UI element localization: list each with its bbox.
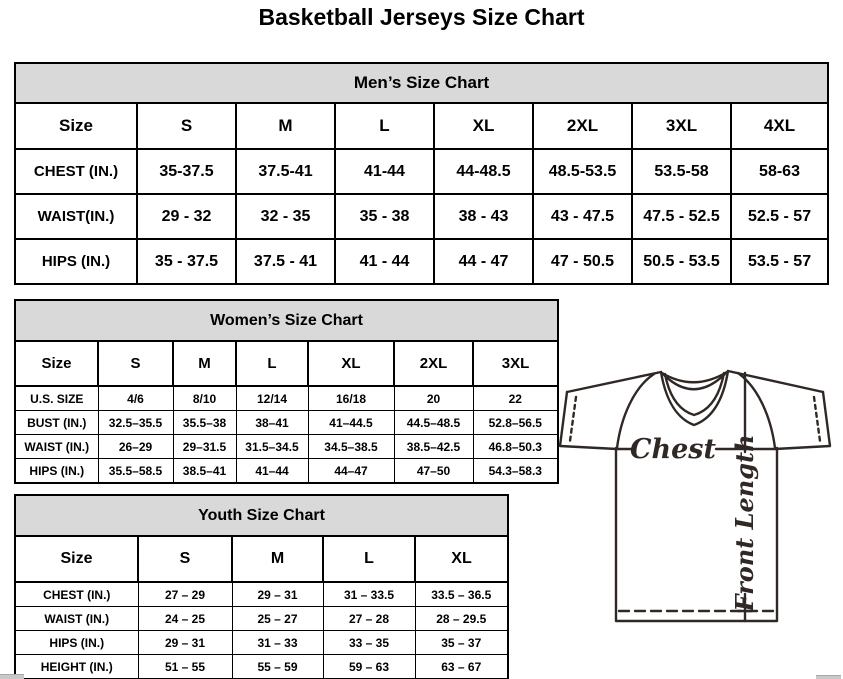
women-size-value-cell: 35.5–38 <box>173 411 236 435</box>
men-size-value-cell: 43 - 47.5 <box>533 194 632 239</box>
women-size-value-cell: 44–47 <box>308 459 394 484</box>
women-chart-title: Women’s Size Chart <box>15 300 558 341</box>
women-size-value-cell: 26–29 <box>98 435 173 459</box>
youth-column-header: M <box>232 536 323 582</box>
women-size-value-cell: 44.5–48.5 <box>394 411 473 435</box>
women-size-value-cell: 20 <box>394 386 473 411</box>
youth-row-label: WAIST (IN.) <box>15 607 138 631</box>
men-size-value-cell: 41 - 44 <box>335 239 434 284</box>
youth-size-value-cell: 25 – 27 <box>232 607 323 631</box>
women-column-header: S <box>98 341 173 386</box>
jersey-right-cuff-dashed-line <box>814 397 820 441</box>
youth-row-label: HEIGHT (IN.) <box>15 655 138 679</box>
women-size-value-cell: 41–44 <box>236 459 308 484</box>
women-size-value-cell: 4/6 <box>98 386 173 411</box>
youth-row-label: HIPS (IN.) <box>15 631 138 655</box>
youth-row-label: CHEST (IN.) <box>15 582 138 607</box>
youth-size-value-cell: 29 – 31 <box>138 631 232 655</box>
women-table-row <box>15 435 558 459</box>
men-size-value-cell: 44-48.5 <box>434 149 533 194</box>
men-size-value-cell: 41-44 <box>335 149 434 194</box>
men-column-header: XL <box>434 103 533 149</box>
page-title: Basketball Jerseys Size Chart <box>258 4 585 30</box>
men-table-row <box>15 239 828 284</box>
women-column-header: 3XL <box>473 341 558 386</box>
youth-size-value-cell: 33 – 35 <box>323 631 415 655</box>
men-column-header: 2XL <box>533 103 632 149</box>
jersey-left-cuff-dashed-line <box>570 397 576 441</box>
women-column-header: M <box>173 341 236 386</box>
womens-size-chart-table <box>14 299 559 484</box>
jersey-left-sleeve <box>560 392 617 449</box>
women-size-value-cell: 31.5–34.5 <box>236 435 308 459</box>
women-size-value-cell: 34.5–38.5 <box>308 435 394 459</box>
women-column-header: 2XL <box>394 341 473 386</box>
women-size-value-cell: 46.8–50.3 <box>473 435 558 459</box>
men-column-header: M <box>236 103 335 149</box>
women-column-header: Size <box>15 341 98 386</box>
men-size-value-cell: 58-63 <box>731 149 828 194</box>
youth-size-value-cell: 24 – 25 <box>138 607 232 631</box>
men-size-value-cell: 37.5-41 <box>236 149 335 194</box>
women-column-header: L <box>236 341 308 386</box>
women-row-label: U.S. SIZE <box>15 386 98 411</box>
youth-table-row <box>15 631 508 655</box>
youth-size-value-cell: 27 – 29 <box>138 582 232 607</box>
chest-label: Chest <box>630 434 716 465</box>
men-column-header: L <box>335 103 434 149</box>
youth-size-value-cell: 31 – 33.5 <box>323 582 415 607</box>
jersey-right-shoulder-line <box>728 371 823 392</box>
women-size-value-cell: 38.5–42.5 <box>394 435 473 459</box>
men-row-label: HIPS (IN.) <box>15 239 137 284</box>
men-column-header: 3XL <box>632 103 731 149</box>
men-size-value-cell: 53.5-58 <box>632 149 731 194</box>
youth-size-value-cell: 33.5 – 36.5 <box>415 582 508 607</box>
youth-size-value-cell: 55 – 59 <box>232 655 323 679</box>
youth-size-value-cell: 59 – 63 <box>323 655 415 679</box>
women-size-value-cell: 29–31.5 <box>173 435 236 459</box>
youth-column-header: XL <box>415 536 508 582</box>
men-column-header: Size <box>15 103 137 149</box>
men-size-value-cell: 37.5 - 41 <box>236 239 335 284</box>
men-chart-title: Men’s Size Chart <box>15 63 828 103</box>
horizontal-scrollbar-fragment-left[interactable] <box>0 674 24 679</box>
women-table-row <box>15 411 558 435</box>
jersey-left-shoulder-line <box>567 372 661 392</box>
jersey-right-sleeve <box>775 392 830 449</box>
youth-size-value-cell: 51 – 55 <box>138 655 232 679</box>
youth-size-value-cell: 31 – 33 <box>232 631 323 655</box>
women-size-value-cell: 35.5–58.5 <box>98 459 173 484</box>
women-size-value-cell: 32.5–35.5 <box>98 411 173 435</box>
men-size-value-cell: 29 - 32 <box>137 194 236 239</box>
women-row-label: WAIST (IN.) <box>15 435 98 459</box>
youth-table-row <box>15 607 508 631</box>
women-size-value-cell: 41–44.5 <box>308 411 394 435</box>
women-size-value-cell: 47–50 <box>394 459 473 484</box>
men-table-row <box>15 194 828 239</box>
men-size-value-cell: 48.5-53.5 <box>533 149 632 194</box>
men-size-value-cell: 35 - 38 <box>335 194 434 239</box>
horizontal-scrollbar-fragment-right[interactable] <box>816 675 841 679</box>
men-column-header: S <box>137 103 236 149</box>
youth-chart-title: Youth Size Chart <box>15 495 508 536</box>
women-size-value-cell: 22 <box>473 386 558 411</box>
front-length-label: Front Length <box>730 434 759 612</box>
women-size-value-cell: 16/18 <box>308 386 394 411</box>
men-size-value-cell: 35 - 37.5 <box>137 239 236 284</box>
women-size-value-cell: 38.5–41 <box>173 459 236 484</box>
women-size-value-cell: 52.8–56.5 <box>473 411 558 435</box>
men-size-value-cell: 35-37.5 <box>137 149 236 194</box>
youth-size-value-cell: 35 – 37 <box>415 631 508 655</box>
youth-size-value-cell: 29 – 31 <box>232 582 323 607</box>
women-column-header: XL <box>308 341 394 386</box>
youth-table-row <box>15 655 508 679</box>
youth-column-header: Size <box>15 536 138 582</box>
youth-table-row <box>15 582 508 607</box>
women-table-row <box>15 386 558 411</box>
women-row-label: HIPS (IN.) <box>15 459 98 484</box>
youth-size-chart-table <box>14 494 509 679</box>
men-size-value-cell: 47 - 50.5 <box>533 239 632 284</box>
men-table-row <box>15 149 828 194</box>
women-size-value-cell: 8/10 <box>173 386 236 411</box>
men-size-value-cell: 32 - 35 <box>236 194 335 239</box>
men-size-value-cell: 44 - 47 <box>434 239 533 284</box>
youth-column-header: L <box>323 536 415 582</box>
women-size-value-cell: 54.3–58.3 <box>473 459 558 484</box>
mens-size-chart-table <box>14 62 829 285</box>
men-size-value-cell: 47.5 - 52.5 <box>632 194 731 239</box>
men-size-value-cell: 53.5 - 57 <box>731 239 828 284</box>
youth-size-value-cell: 27 – 28 <box>323 607 415 631</box>
men-row-label: WAIST(IN.) <box>15 194 137 239</box>
youth-column-header: S <box>138 536 232 582</box>
men-size-value-cell: 38 - 43 <box>434 194 533 239</box>
men-size-value-cell: 52.5 - 57 <box>731 194 828 239</box>
youth-size-value-cell: 63 – 67 <box>415 655 508 679</box>
youth-size-value-cell: 28 – 29.5 <box>415 607 508 631</box>
women-size-value-cell: 38–41 <box>236 411 308 435</box>
men-row-label: CHEST (IN.) <box>15 149 137 194</box>
women-table-row <box>15 459 558 484</box>
men-size-value-cell: 50.5 - 53.5 <box>632 239 731 284</box>
women-size-value-cell: 12/14 <box>236 386 308 411</box>
women-row-label: BUST (IN.) <box>15 411 98 435</box>
jersey-measurement-diagram <box>540 350 843 635</box>
men-column-header: 4XL <box>731 103 828 149</box>
